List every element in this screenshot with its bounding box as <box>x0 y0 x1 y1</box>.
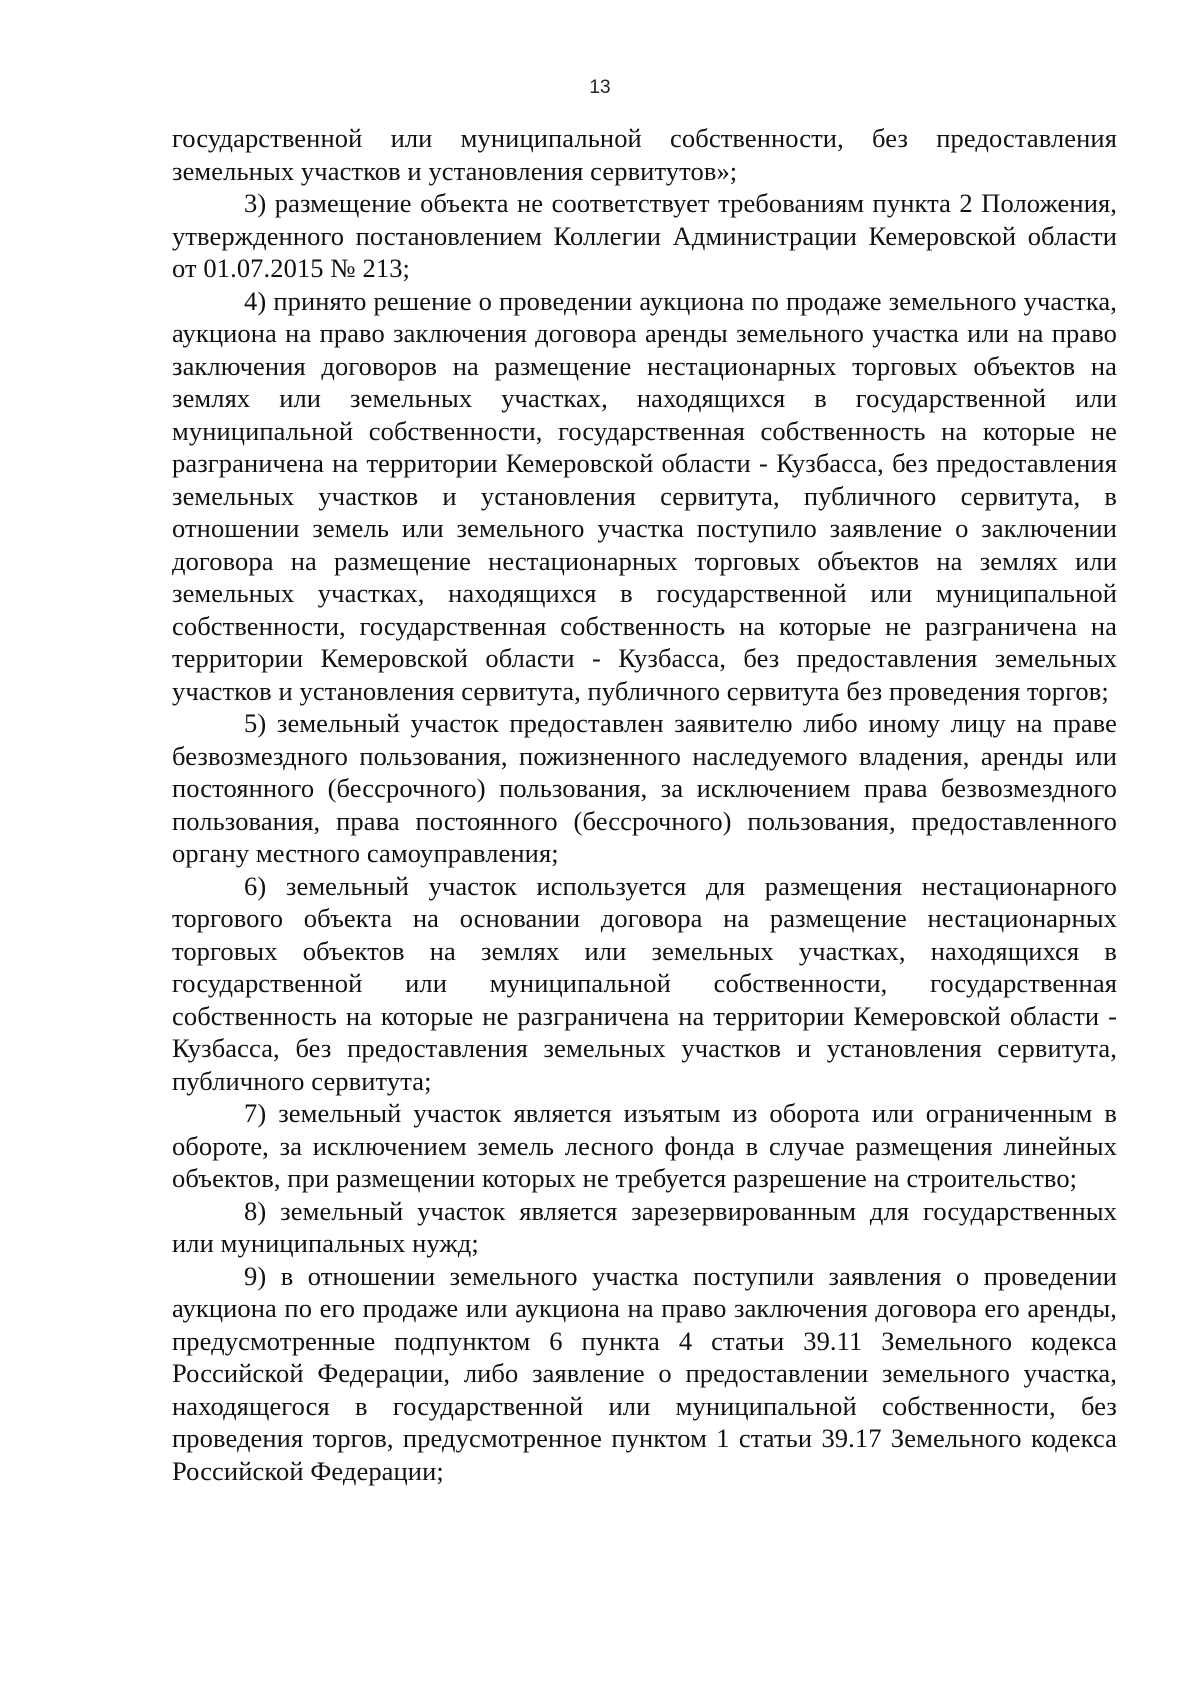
page-number: 13 <box>589 77 611 98</box>
paragraph-item-6: 6) земельный участок используется для размещения нестационарного торгового объекта на основании договора на размещение нестационарных торговых объектов на землях или земельных участках, находящихся в государственной или муниципальной собственности, государственная собственность на которые не разграничена на территории Кемеровской области - Кузбасса, без предоставления земельных участков и установления сервитута, публичного сервитута; <box>172 870 1117 1096</box>
paragraph-item-5: 5) земельный участок предоставлен заявителю либо иному лицу на праве безвозмездного пользования, пожизненного наследуемого владения, аренды или постоянного (бессрочного) пользования, за исключением права безвозмездного пользования, права постоянного (бессрочного) пользования, предоставленного органу местного самоуправления; <box>172 708 1117 868</box>
paragraph-item-7: 7) земельный участок является изъятым из оборота или ограниченным в обороте, за исключением земель лесного фонда в случае размещения линейных объектов, при размещении которых не требуется разрешение на строительство; <box>172 1098 1117 1193</box>
paragraph-item-4: 4) принято решение о проведении аукциона по продаже земельного участка, аукциона на право заключения договора аренды земельного участка или на право заключения договоров на размещение нестационарных торговых объектов на землях или земельных участках, находящихся в государственной или муниципальной собственности, государственная собственность на которые не разграничена на территории Кемеровской области - Кузбасса, без предоставления земельных участков и установления сервитута, публичного сервитута, в отношении земель или земельного участка поступило заявление о заключении договора на размещение нестационарных торговых объектов на землях или земельных участках, находящихся в государственной или муниципальной собственности, государственная собственность на которые не разграничена на территории Кемеровской области - Кузбасса, без предоставления земельных участков и установления сервитута, публичного сервитута без проведения торгов; <box>172 285 1117 706</box>
document-body <box>172 122 1117 1487</box>
paragraph-continuation: государственной или муниципальной собственности, без предоставления земельных участков и установления сервитутов»; <box>172 123 1117 186</box>
paragraph-item-9: 9) в отношении земельного участка поступили заявления о проведении аукциона по его продаже или аукциона на право заключения договора его аренды, предусмотренные подпунктом 6 пункта 4 статьи 39.11 Земельного кодекса Российской Федерации, либо заявление о предоставлении земельного участка, находящегося в государственной или муниципальной собственности, без проведения торгов, предусмотренное пунктом 1 статьи 39.17 Земельного кодекса Российской Федерации; <box>172 1260 1117 1486</box>
paragraph-item-3: 3) размещение объекта не соответствует требованиям пункта 2 Положения, утвержденного постановлением Коллегии Администрации Кемеровской области от 01.07.2015 № 213; <box>172 188 1117 283</box>
paragraph-item-8: 8) земельный участок является зарезервированным для государственных или муниципальных нужд; <box>172 1195 1117 1258</box>
